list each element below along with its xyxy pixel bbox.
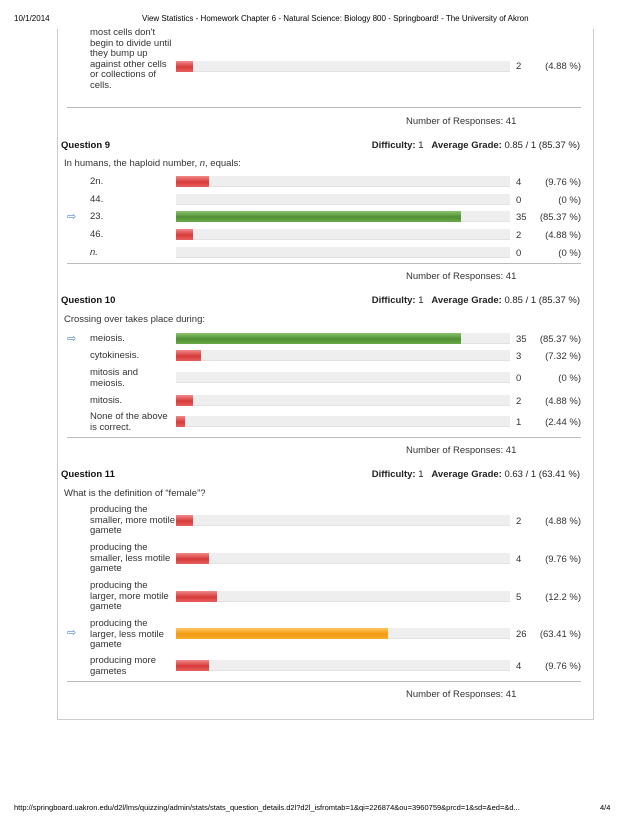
print-url: http://springboard.uakron.edu/d2l/lms/quizzing/admin/stats/stats_question_details.d2l?d2l_isfromtab=1&qi=226874&ou=3960759&prcd=1&sd=&ed=&d... <box>14 803 520 812</box>
response-count: 35 <box>516 212 527 223</box>
right-arrow-icon: ⇨ <box>67 333 77 345</box>
print-date: 10/1/2014 <box>14 14 50 23</box>
divider <box>67 107 581 108</box>
response-bar <box>176 211 510 222</box>
divider <box>67 263 581 264</box>
question-meta: Difficulty: 1 Average Grade: 0.63 / 1 (63.41 %) <box>371 469 580 480</box>
response-percent: (0 %) <box>558 248 581 259</box>
bar-fill <box>176 229 193 240</box>
response-percent: (4.88 %) <box>545 230 581 241</box>
response-percent: (85.37 %) <box>539 334 581 345</box>
option-label: cytokinesis. <box>90 350 140 361</box>
response-bar <box>176 333 510 344</box>
option-label: meiosis. <box>90 333 125 344</box>
response-bar <box>176 628 510 639</box>
bar-fill <box>176 416 185 427</box>
bar-fill <box>176 553 209 564</box>
response-count: 4 <box>516 177 522 188</box>
response-bar <box>176 176 510 187</box>
option-label: 46. <box>90 229 104 240</box>
bar-fill <box>176 395 193 406</box>
right-arrow-icon: ⇨ <box>67 627 77 639</box>
response-percent: (85.37 %) <box>539 212 581 223</box>
response-bar <box>176 416 510 427</box>
response-bar <box>176 591 510 602</box>
bar-fill <box>176 350 201 361</box>
option-label: producing the smaller, less motile gamete <box>90 542 171 574</box>
response-bar <box>176 515 510 526</box>
question-title: Question 11 <box>61 469 115 480</box>
number-of-responses: Number of Responses: 41 <box>406 689 517 700</box>
response-bar <box>176 372 510 383</box>
page-number: 4/4 <box>600 803 611 812</box>
option-label: 44. <box>90 194 104 205</box>
response-bar <box>176 247 510 258</box>
bar-fill <box>176 591 217 602</box>
number-of-responses: Number of Responses: 41 <box>406 116 517 127</box>
option-label: mitosis. <box>90 395 123 406</box>
response-count: 3 <box>516 351 522 362</box>
question-title: Question 9 <box>61 140 111 151</box>
option-label: None of the above is correct. <box>90 411 168 433</box>
response-count: 0 <box>516 195 522 206</box>
response-bar <box>176 660 510 671</box>
response-count: 2 <box>516 230 522 241</box>
question-meta: Difficulty: 1 Average Grade: 0.85 / 1 (85.37 %) <box>371 140 580 151</box>
response-count: 26 <box>516 629 527 640</box>
response-percent: (9.76 %) <box>545 554 581 565</box>
response-bar <box>176 395 510 406</box>
option-label: n. <box>90 247 98 258</box>
number-of-responses: Number of Responses: 41 <box>406 445 517 456</box>
bar-fill <box>176 515 193 526</box>
option-label: producing the larger, less motile gamete <box>90 618 164 650</box>
response-count: 35 <box>516 334 527 345</box>
bar-fill <box>176 628 388 639</box>
option-label: mitosis and meiosis. <box>90 367 139 389</box>
response-count: 4 <box>516 554 522 565</box>
bar-fill <box>176 333 461 344</box>
bar-fill <box>176 176 209 187</box>
number-of-responses: Number of Responses: 41 <box>406 271 517 282</box>
response-count: 2 <box>516 516 522 527</box>
option-label: most cells don't begin to divide until they bump up against other cells or collections of cells. <box>90 27 172 91</box>
bar-fill <box>176 660 209 671</box>
response-bar <box>176 229 510 240</box>
bar-fill <box>176 211 461 222</box>
response-count: 4 <box>516 661 522 672</box>
response-percent: (0 %) <box>558 195 581 206</box>
question-text: What is the definition of “female”? <box>64 488 206 499</box>
response-bar <box>176 194 510 205</box>
response-percent: (0 %) <box>558 373 581 384</box>
response-percent: (9.76 %) <box>545 661 581 672</box>
response-count: 5 <box>516 592 522 603</box>
response-count: 1 <box>516 417 522 428</box>
response-percent: (4.88 %) <box>545 516 581 527</box>
response-bar <box>176 350 510 361</box>
question-text: In humans, the haploid number, n, equals: <box>64 158 241 169</box>
response-percent: (4.88 %) <box>545 61 581 72</box>
right-arrow-icon: ⇨ <box>67 211 77 223</box>
divider <box>67 437 581 438</box>
response-count: 0 <box>516 373 522 384</box>
bar-fill <box>176 61 193 72</box>
response-count: 2 <box>516 61 522 72</box>
response-percent: (12.2 %) <box>545 592 581 603</box>
print-title: View Statistics - Homework Chapter 6 - Natural Science: Biology 800 - Springboard! - The University of Akron <box>142 14 529 23</box>
response-bar <box>176 553 510 564</box>
response-bar <box>176 61 510 72</box>
response-percent: (63.41 %) <box>539 629 581 640</box>
option-label: producing the larger, more motile gamete <box>90 580 169 612</box>
option-label: producing more gametes <box>90 655 157 677</box>
response-percent: (2.44 %) <box>545 417 581 428</box>
option-label: 23. <box>90 211 104 222</box>
response-count: 0 <box>516 248 522 259</box>
response-percent: (4.88 %) <box>545 396 581 407</box>
question-text: Crossing over takes place during: <box>64 314 205 325</box>
option-label: 2n. <box>90 176 104 187</box>
response-percent: (7.32 %) <box>545 351 581 362</box>
option-label: producing the smaller, more motile gamete <box>90 504 175 536</box>
response-count: 2 <box>516 396 522 407</box>
question-title: Question 10 <box>61 295 116 306</box>
response-percent: (9.76 %) <box>545 177 581 188</box>
divider <box>67 681 581 682</box>
question-meta: Difficulty: 1 Average Grade: 0.85 / 1 (85.37 %) <box>371 295 580 306</box>
